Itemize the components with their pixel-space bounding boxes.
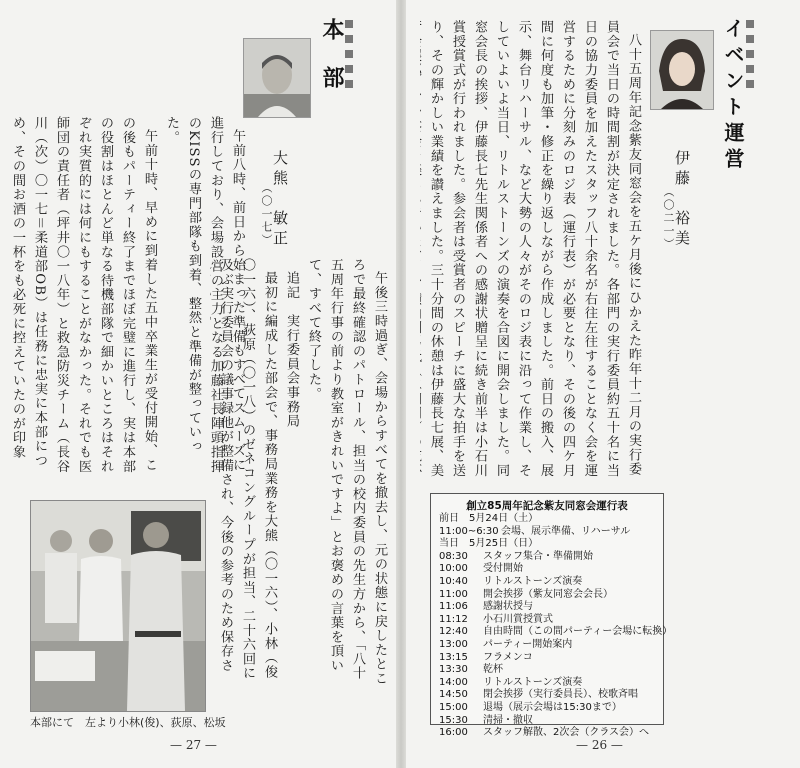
schedule-desc: 自由時間（この間パーティー会場に転換）: [483, 626, 673, 638]
schedule-time: 15:00: [439, 701, 468, 713]
schedule-row: [431, 614, 663, 627]
photo-caption: 本部にて 左より小林(俊)、荻原、松坂: [30, 716, 226, 729]
schedule-time: 11:12: [439, 613, 468, 625]
schedule-desc: リトルストーンズ演奏: [483, 676, 583, 688]
schedule-row: [431, 576, 663, 589]
schedule-row: [431, 677, 663, 690]
author-portrait: [650, 30, 714, 110]
page-number: — 27 —: [170, 738, 217, 752]
section-title: イベント運営: [721, 18, 745, 174]
schedule-time: 11:06: [439, 601, 468, 613]
schedule-desc: 乾杯: [483, 664, 503, 676]
author-number: （〇二一）: [662, 186, 675, 251]
schedule-time: 14:50: [439, 689, 468, 701]
page-number: — 26 —: [576, 738, 623, 752]
schedule-time: 14:00: [439, 676, 468, 688]
schedule-row: [431, 626, 673, 639]
paragraph: 午後三時過ぎ、会場からすべてを撤去し、元の状態に戻したところで最終確認のパトロール、担当の校内委員の先生方から、「八十五周年行事の前より教室がきれいですよ」とお褒めの言葉を頂いて、すべて終了した。: [306, 258, 387, 686]
paragraph: 午前八時、前日から始まった準備もすべてスムーズに進行しており、会場設営の主力となる加藤社長陣頭指揮のKISSの専門部隊も到着、整然と準備が整っていった。: [164, 116, 245, 474]
schedule-time: 11:00~6:30: [439, 525, 499, 537]
group-photo: [30, 500, 206, 712]
schedule-desc: スタッフ解散、2次会（クラス会）へ: [483, 727, 650, 739]
schedule-row: [431, 589, 663, 602]
schedule-desc: 開会挨拶（紫友同窓会会長）: [483, 588, 613, 600]
section-title: 本部: [319, 18, 344, 114]
schedule-desc: スタッフ集合・準備開始: [483, 550, 593, 562]
schedule-table: [430, 493, 673, 739]
schedule-row: [431, 639, 663, 652]
schedule-desc: パーティー開始案内: [483, 638, 573, 650]
binding-gutter: [396, 0, 406, 768]
schedule-row: [431, 715, 663, 728]
schedule-row: [431, 652, 663, 665]
author-number: （〇一七）: [260, 182, 273, 247]
schedule-title: 創立85周年記念紫友同窓会運行表: [466, 500, 628, 512]
page-27: [0, 0, 396, 768]
paragraph: 追記 実行委員会事務局: [284, 271, 299, 429]
article-body-bottom: [210, 258, 390, 686]
schedule-time: 10:00: [439, 563, 468, 575]
paragraph: 最初に編成した部会で、事務局業務を大熊（〇一六）、小林（俊〇一六）、荻原（〇一八）のゼネコングループが担当、二十六回に及ぶ実行委員会の議事録他が整備され、今後の参考のため保存さ: [218, 258, 277, 681]
schedule-desc: リトルストーンズ演奏: [483, 575, 583, 587]
schedule-row: [431, 689, 663, 702]
schedule-desc: 閉会挨拶（実行委員長）、校歌斉唱: [483, 689, 638, 701]
schedule-desc: 退場（展示会場は15:30まで）: [483, 701, 622, 713]
schedule-row: [431, 526, 663, 539]
schedule-time: 15:30: [439, 714, 468, 726]
schedule-time: 13:15: [439, 651, 468, 663]
author-portrait: [243, 38, 311, 118]
schedule-time: 13:30: [439, 664, 468, 676]
paragraph: 午前十時、早めに到着した五中卒業生が受付開始、この後もパーティー終了までほぼ完璧に進行し、実は本部の役割はほとんど単なる待機部隊で細かいところはそれぞれ実質的には何にもすることがなかった。それでも医師団の責任者（坪井〇一八年）と救急防災チーム（長谷川（次）〇一七＝柔道部OB）は任務に忠実に本部につめ、その間お酒の一杯をも必死に控えていたのが印象: [10, 116, 157, 474]
schedule-row: [431, 664, 663, 677]
schedule-time: 10:40: [439, 575, 468, 587]
schedule-time: 16:00: [439, 727, 468, 739]
author-name: 伊藤 裕美: [673, 150, 691, 250]
schedule-time: 13:00: [439, 638, 468, 650]
schedule-time: 12:40: [439, 626, 468, 638]
paragraph: 八十五周年記念紫友同窓会を五ケ月後にひかえた昨年十二月の実行委員会で当日の時間割が決定されました。各部門の実行委員約五十名に当日の協力委員を加えたスタッフ八十余名が右往左往することなく会を運営するために分刻みのロジ表（運行表）が必要となり、その後の四ケ月間に何度も加筆・修正を繰り返しながら作成しました。前日の搬入、展示、舞台リハーサル、など大勢の人々がそのロジ表に沿って作業し、そしていよいよ当日、リトルストーンズの演奏を合図に開会しました。同窓会長の挨拶、伊藤長七先生関係者への感謝状贈呈に続き前半は小石川賞授賞式が行われました。参会者は受賞者のスピーチに盛大な拍手を送り、その輝かしい業績を讃えました。三十分間の休憩は伊藤長七展、美: [428, 20, 641, 478]
article-body: [420, 20, 644, 480]
schedule-row: [431, 563, 663, 576]
schedule-time: 11:00: [439, 588, 468, 600]
schedule-desc: 小石川賞授賞式: [483, 613, 553, 625]
schedule-row: [431, 702, 663, 715]
schedule-row: [431, 727, 663, 740]
schedule-desc: 受付開始: [483, 563, 523, 575]
schedule-desc: 感謝状授与: [483, 601, 533, 613]
schedule-desc: 清掃・撤収: [483, 714, 533, 726]
schedule-row: [431, 601, 663, 614]
schedule-time: 08:30: [439, 550, 468, 562]
author-name: 大熊 敏正: [271, 150, 289, 250]
schedule-day-header: 前日 5月24日（土）: [439, 513, 539, 524]
schedule-desc: 会場、展示準備、リハーサル: [501, 525, 631, 537]
schedule-day-header: 当日 5月25日（日）: [439, 538, 539, 550]
schedule-desc: フラメンコ: [483, 651, 533, 663]
schedule-row: [431, 551, 663, 564]
